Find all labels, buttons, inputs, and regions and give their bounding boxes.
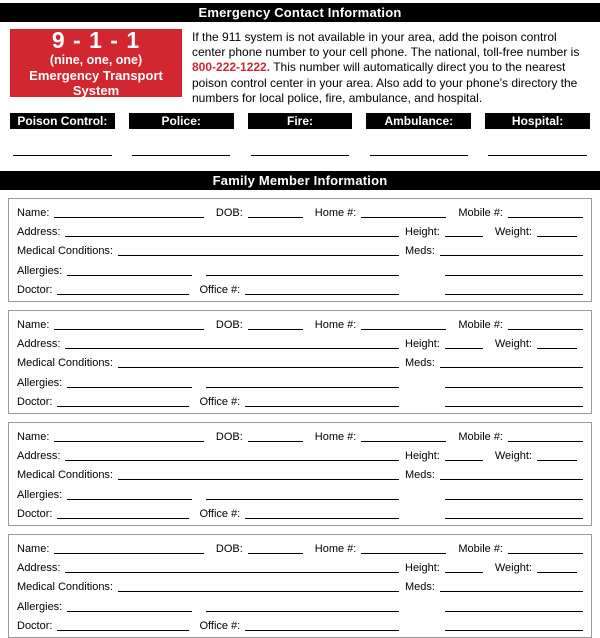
office-phone-label: Office #: (199, 507, 241, 520)
dob-label: DOB: (215, 207, 243, 220)
member-row-medical (17, 354, 583, 373)
emergency-number-words: (nine, one, one) (49, 53, 143, 67)
contact-row (10, 113, 590, 156)
contact-column (10, 113, 115, 156)
height-line[interactable] (445, 561, 483, 573)
contact-label: Fire: (248, 113, 353, 129)
meds-continued-line-2[interactable] (445, 619, 583, 631)
address-line[interactable] (65, 561, 399, 573)
office-phone-label: Office #: (199, 283, 241, 296)
doctor-line[interactable] (57, 395, 189, 407)
contact-column (248, 113, 353, 156)
address-label: Address: (17, 562, 61, 575)
allergies-line[interactable] (67, 264, 192, 276)
member-row-medical (17, 466, 583, 485)
height-label: Height: (405, 338, 440, 351)
meds-label: Meds: (405, 581, 435, 594)
weight-line[interactable] (537, 449, 577, 461)
height-line[interactable] (445, 225, 483, 237)
home-phone-label: Home #: (314, 207, 357, 220)
mobile-phone-line[interactable] (508, 318, 583, 330)
name-label: Name: (17, 543, 50, 556)
poison-control-phone-number: 800-222-1222. (192, 60, 271, 75)
member-row-allergies (17, 486, 583, 505)
emergency-header-bar (0, 3, 600, 22)
doctor-line[interactable] (57, 283, 189, 295)
name-label: Name: (17, 319, 50, 332)
home-phone-line[interactable] (361, 430, 446, 442)
meds-line[interactable] (440, 356, 583, 368)
contact-write-line[interactable] (488, 129, 587, 156)
doctor-label: Doctor: (17, 395, 53, 408)
family-members-list (0, 198, 600, 638)
family-header-bar (0, 171, 600, 190)
mobile-phone-label: Mobile #: (458, 319, 503, 332)
home-phone-line[interactable] (361, 318, 446, 330)
weight-label: Weight: (494, 226, 532, 239)
allergies-continued-line[interactable] (206, 488, 399, 500)
medical-conditions-line[interactable] (118, 356, 399, 368)
meds-label: Meds: (405, 245, 435, 258)
height-label: Height: (405, 450, 440, 463)
family-member-block (8, 310, 592, 414)
member-row-name (17, 204, 583, 223)
emergency-number: 9 - 1 - 1 (51, 27, 141, 53)
meds-label: Meds: (405, 357, 435, 370)
name-line[interactable] (54, 318, 203, 330)
mobile-phone-label: Mobile #: (458, 431, 503, 444)
medical-conditions-label: Medical Conditions: (17, 581, 113, 594)
intro-text-before: If the 911 system is not available in your area, add the poison control center phone number to your cell phone. The national, toll-free number is (192, 30, 580, 60)
contact-write-line[interactable] (13, 129, 112, 156)
member-row-address (17, 559, 583, 578)
member-row-medical (17, 578, 583, 597)
member-row-allergies (17, 598, 583, 617)
address-label: Address: (17, 226, 61, 239)
contact-label: Police: (129, 113, 234, 129)
family-member-block (8, 422, 592, 526)
member-row-name (17, 540, 583, 559)
mobile-phone-line[interactable] (508, 430, 583, 442)
mobile-phone-line[interactable] (508, 206, 583, 218)
meds-continued-line[interactable] (445, 488, 583, 500)
contact-write-line[interactable] (251, 129, 350, 156)
allergies-line[interactable] (67, 376, 192, 388)
meds-continued-line-2[interactable] (445, 395, 583, 407)
family-header-title: Family Member Information (212, 173, 388, 189)
member-row-name (17, 316, 583, 335)
contact-column (485, 113, 590, 156)
dob-line[interactable] (248, 206, 303, 218)
allergies-label: Allergies: (17, 264, 63, 277)
contact-write-line[interactable] (370, 129, 469, 156)
member-row-allergies (17, 374, 583, 393)
mobile-phone-label: Mobile #: (458, 543, 503, 556)
meds-line[interactable] (440, 244, 583, 256)
name-label: Name: (17, 431, 50, 444)
meds-line[interactable] (440, 580, 583, 592)
home-phone-line[interactable] (361, 542, 446, 554)
dob-line[interactable] (248, 542, 303, 554)
address-line[interactable] (65, 225, 399, 237)
meds-continued-line[interactable] (445, 600, 583, 612)
name-label: Name: (17, 207, 50, 220)
meds-continued-line[interactable] (445, 376, 583, 388)
family-member-block (8, 534, 592, 638)
member-row-address (17, 223, 583, 242)
address-label: Address: (17, 450, 61, 463)
dob-label: DOB: (215, 431, 243, 444)
allergies-line[interactable] (67, 488, 192, 500)
medical-conditions-line[interactable] (118, 244, 399, 256)
member-row-address (17, 447, 583, 466)
contact-column (129, 113, 234, 156)
dob-label: DOB: (215, 543, 243, 556)
office-phone-line[interactable] (245, 395, 399, 407)
member-row-address (17, 335, 583, 354)
home-phone-label: Home #: (314, 543, 357, 556)
meds-continued-line[interactable] (445, 264, 583, 276)
medical-conditions-label: Medical Conditions: (17, 357, 113, 370)
contact-label: Poison Control: (10, 113, 115, 129)
intro-text-after: This number will automatically direct you to the nearest poison control center in your area. Also add to your phone’s directory the numbers for local police, fire, ambulance, and hospital. (192, 60, 578, 105)
member-row-name (17, 428, 583, 447)
office-phone-line[interactable] (245, 283, 399, 295)
meds-line[interactable] (440, 468, 583, 480)
dob-label: DOB: (215, 319, 243, 332)
office-phone-line[interactable] (245, 507, 399, 519)
height-label: Height: (405, 226, 440, 239)
member-row-doctor (17, 617, 583, 636)
allergies-line[interactable] (67, 600, 192, 612)
allergies-label: Allergies: (17, 600, 63, 613)
meds-label: Meds: (405, 469, 435, 482)
allergies-label: Allergies: (17, 488, 63, 501)
office-phone-label: Office #: (199, 619, 241, 632)
family-member-block (8, 198, 592, 302)
medical-conditions-label: Medical Conditions: (17, 245, 113, 258)
member-row-doctor (17, 505, 583, 524)
meds-continued-line-2[interactable] (445, 507, 583, 519)
doctor-label: Doctor: (17, 619, 53, 632)
mobile-phone-label: Mobile #: (458, 207, 503, 220)
medical-conditions-label: Medical Conditions: (17, 469, 113, 482)
weight-line[interactable] (537, 337, 577, 349)
emergency-911-box (10, 29, 182, 97)
home-phone-label: Home #: (314, 431, 357, 444)
member-row-allergies (17, 262, 583, 281)
dob-line[interactable] (248, 318, 303, 330)
emergency-system-caption: Emergency Transport System (29, 68, 163, 98)
weight-label: Weight: (494, 562, 532, 575)
medical-conditions-line[interactable] (118, 580, 399, 592)
doctor-line[interactable] (57, 619, 189, 631)
name-line[interactable] (54, 430, 203, 442)
member-row-doctor (17, 393, 583, 412)
weight-label: Weight: (494, 338, 532, 351)
member-row-medical (17, 242, 583, 261)
weight-label: Weight: (494, 450, 532, 463)
allergies-label: Allergies: (17, 376, 63, 389)
contact-label: Hospital: (485, 113, 590, 129)
allergies-continued-line[interactable] (206, 264, 399, 276)
name-line[interactable] (54, 206, 203, 218)
weight-line[interactable] (537, 561, 577, 573)
address-label: Address: (17, 338, 61, 351)
contact-write-line[interactable] (132, 129, 231, 156)
allergies-continued-line[interactable] (206, 376, 399, 388)
contact-label: Ambulance: (366, 113, 471, 129)
address-line[interactable] (65, 449, 399, 461)
address-line[interactable] (65, 337, 399, 349)
name-line[interactable] (54, 542, 203, 554)
home-phone-label: Home #: (314, 319, 357, 332)
height-label: Height: (405, 562, 440, 575)
allergies-continued-line[interactable] (206, 600, 399, 612)
member-row-doctor (17, 281, 583, 300)
mobile-phone-line[interactable] (508, 542, 583, 554)
contact-column (366, 113, 471, 156)
meds-continued-line-2[interactable] (445, 283, 583, 295)
doctor-line[interactable] (57, 507, 189, 519)
medical-conditions-line[interactable] (118, 468, 399, 480)
intro-paragraph (192, 29, 590, 106)
height-line[interactable] (445, 449, 483, 461)
doctor-label: Doctor: (17, 283, 53, 296)
intro-section (10, 29, 590, 106)
dob-line[interactable] (248, 430, 303, 442)
weight-line[interactable] (537, 225, 577, 237)
height-line[interactable] (445, 337, 483, 349)
office-phone-label: Office #: (199, 395, 241, 408)
emergency-header-title: Emergency Contact Information (198, 5, 402, 20)
home-phone-line[interactable] (361, 206, 446, 218)
office-phone-line[interactable] (245, 619, 399, 631)
doctor-label: Doctor: (17, 507, 53, 520)
